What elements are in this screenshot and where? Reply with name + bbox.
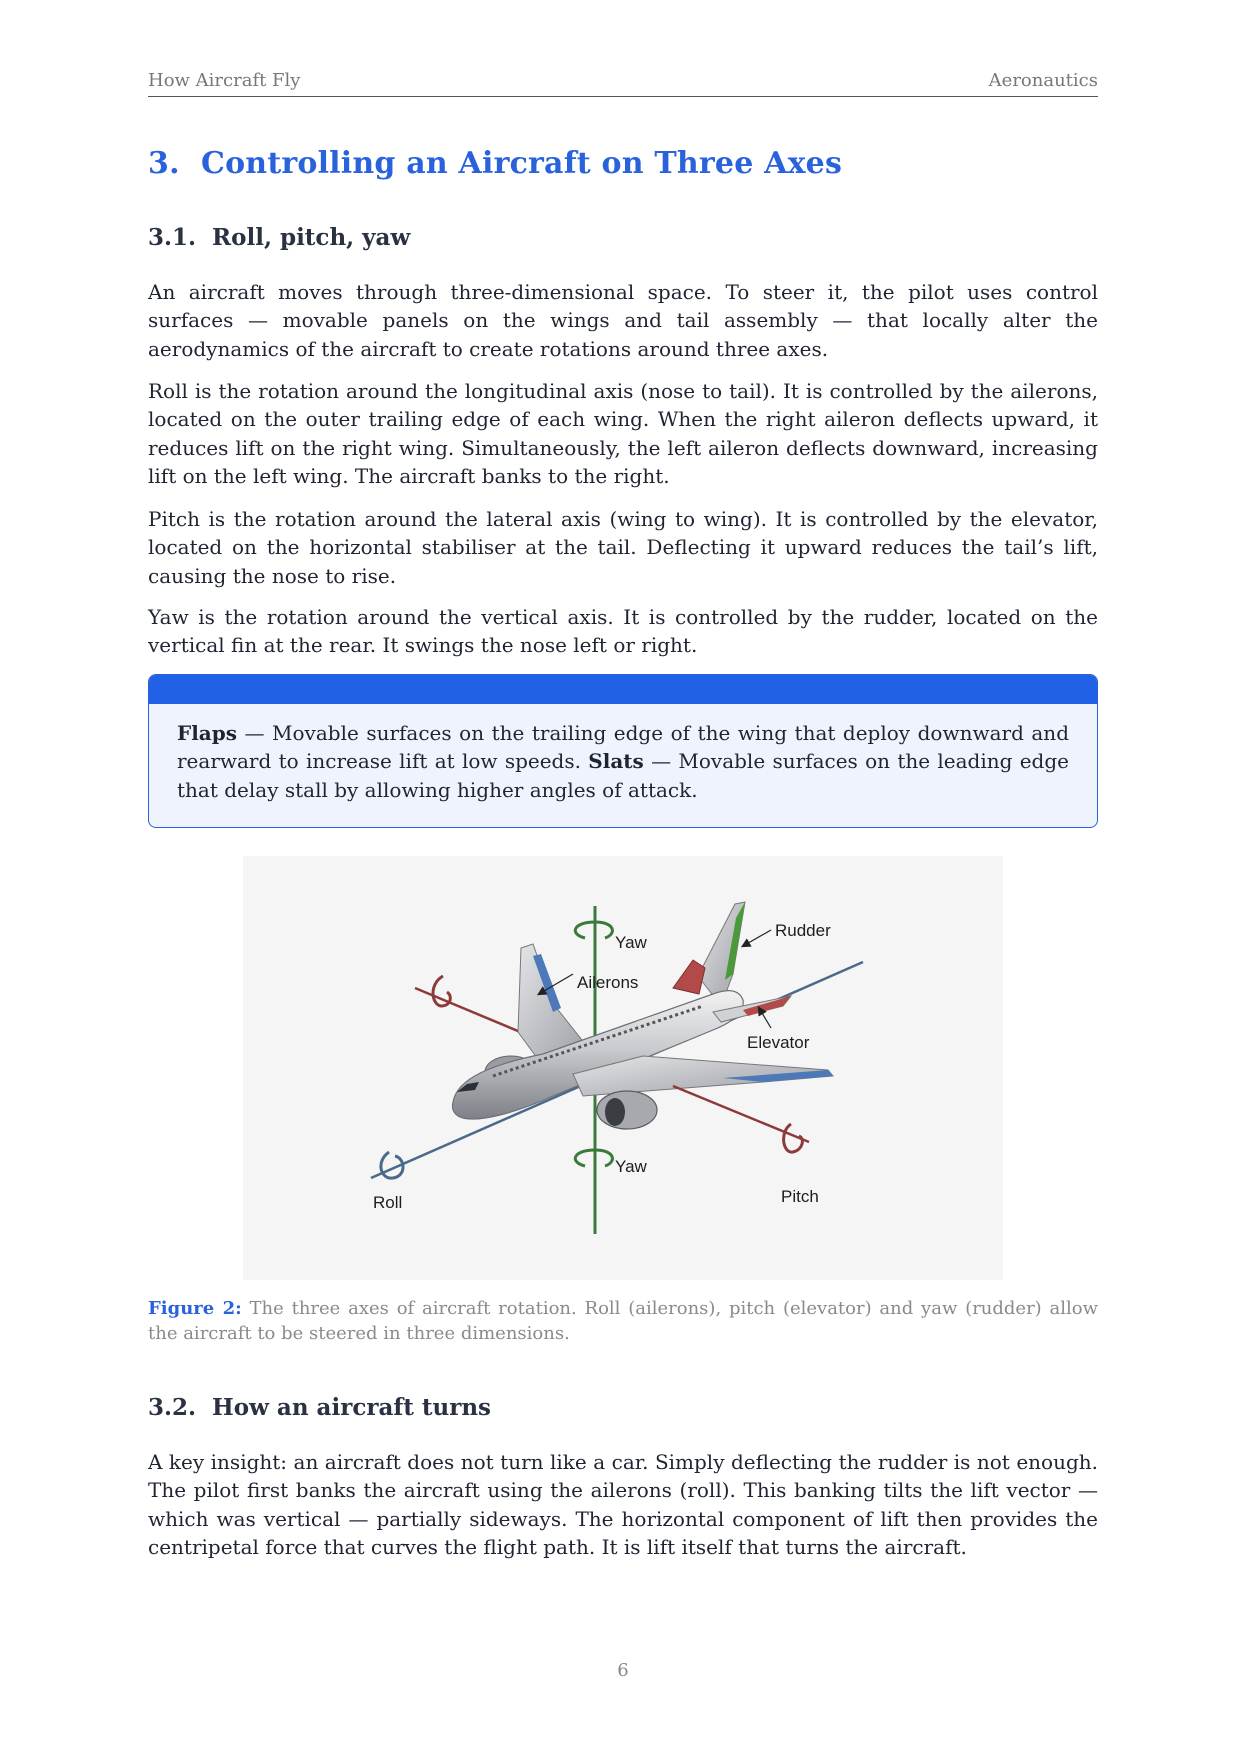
page-number: 6 xyxy=(617,1660,629,1681)
paragraph-yaw: Yaw is the rotation around the vertical axis. It is controlled by the rudder, located on the vertical fin at the rear. It swings the nose left or right. xyxy=(148,605,1098,658)
far-stabiliser xyxy=(673,960,705,994)
label-yaw-top: Yaw xyxy=(615,933,647,952)
label-yaw-bottom: Yaw xyxy=(615,1157,647,1176)
paragraph-pitch: Pitch is the rotation around the lateral axis (wing to wing). It is controlled by the elevator, located on the horizontal stabiliser at the tail. Deflecting it upward reduces the tail’s lift, causing the nose to rise. xyxy=(148,507,1098,588)
subsection-heading-1 xyxy=(148,224,410,251)
section-heading xyxy=(148,146,842,181)
subsection-title-1: Roll, pitch, yaw xyxy=(212,224,411,251)
label-pitch: Pitch xyxy=(781,1187,819,1206)
subsection-number-1: 3.1. xyxy=(148,224,197,251)
callout-body xyxy=(177,719,1069,804)
subsection-heading-2 xyxy=(148,1394,491,1421)
section-number: 3. xyxy=(148,146,180,181)
caption-label: Figure 2: xyxy=(148,1298,242,1319)
subsection-number-2: 3.2. xyxy=(148,1394,197,1421)
header-subject: Aeronautics xyxy=(988,70,1098,91)
aircraft-axes-figure xyxy=(243,856,1003,1280)
paragraph-turning: A key insight: an aircraft does not turn like a car. Simply deflecting the rudder is not enough. The pilot first banks the aircraft using the ailerons (roll). This banking tilts the lift vector — which was vertical — partially sideways. The horizontal component of lift then provides the centripetal force that curves the flight path. It is lift itself that turns the aircraft. xyxy=(148,1450,1098,1560)
rudder-leader xyxy=(743,930,771,946)
subsection-title-2: How an aircraft turns xyxy=(212,1394,492,1421)
callout-header-bar xyxy=(149,675,1097,704)
definition-slats: — Movable surfaces on the leading edge that delay stall by allowing higher angles of attack. xyxy=(177,749,1069,802)
term-slats: Slats xyxy=(588,749,644,774)
label-ailerons: Ailerons xyxy=(577,973,639,992)
pitch-axis-front xyxy=(673,1086,809,1142)
header-title: How Aircraft Fly xyxy=(148,70,301,91)
definition-callout xyxy=(148,674,1098,828)
section-title: Controlling an Aircraft on Three Axes xyxy=(201,146,843,181)
aircraft-axes-illustration xyxy=(243,856,1003,1280)
paragraph-roll: Roll is the rotation around the longitudinal axis (nose to tail). It is controlled by the ailerons, located on the outer trailing edge of each wing. When the right aileron deflects upward, it reduces lift on the right wing. Simultaneously, the left aileron deflects downward, increasing lift on the left wing. The aircraft banks to the right. xyxy=(148,379,1098,489)
definition-flaps: — Movable surfaces on the trailing edge of the wing that deploy downward and rearward to increase lift at low speeds. xyxy=(177,721,1069,774)
label-roll: Roll xyxy=(373,1193,403,1212)
label-elevator: Elevator xyxy=(747,1033,810,1052)
caption-text: The three axes of aircraft rotation. Roll (ailerons), pitch (elevator) and yaw (rudder) allow the aircraft to be steered in three dimensions. xyxy=(148,1298,1098,1344)
term-flaps: Flaps xyxy=(177,721,237,745)
label-rudder: Rudder xyxy=(775,921,831,940)
paragraph-intro: An aircraft moves through three-dimensional space. To steer it, the pilot uses control surfaces — movable panels on the wings and tail assembly — that locally alter the aerodynamics of the aircraft to create rotations around three axes. xyxy=(148,280,1098,361)
figure-caption xyxy=(148,1296,1098,1346)
document-page xyxy=(148,0,1098,1754)
running-header xyxy=(148,70,1098,97)
fuselage xyxy=(452,991,743,1119)
near-engine-intake xyxy=(605,1098,625,1126)
